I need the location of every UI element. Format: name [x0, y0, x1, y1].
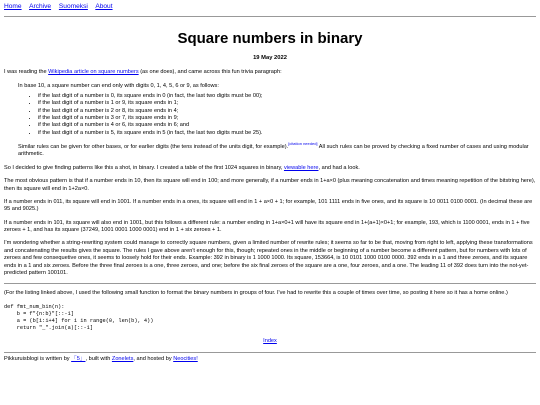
footer-text-3: , and hosted by — [133, 355, 174, 362]
quote-list-item: • if the last digit of a number is 2 or 8, its square ends in 4; — [38, 108, 536, 115]
footer-text — [4, 356, 536, 363]
table-text-after: , and had a look. — [318, 164, 360, 171]
pattern-011-paragraph: If a number ends in 011, its square will end in 1001. If a number ends in a ones, its square will end in 1 + a×0 + 1; for example, 101 1111 ends in five ones, and its square is 10 0011 0100 0001. (In decimal these are 95 and 9025.) — [4, 198, 533, 213]
string-rewriting-paragraph: I'm wondering whether a string-rewriting system could manage to correctly square numbers, given a limited number of rewrite rules; it seems so far to be that, moving from right to left, applying these transformations and concatenating the results gives the square. The rules I gave above aren't enough for this, though; repeated ones in the middle or beginning of a number become a different pattern, but for numbers with lots of zeroes and few consequetive ones, it seems to loosely hold for their ends. Example: 392 in binary is 1 1000 1000. Its square, 153664, is 10 0101 1000 0100 0000. 392 ends in a 1 and three zeroes, and its square ends in a 1 and six zeroes. Before the three final zeroes is a one, three zeroes, and one; before the six final zeroes of the square are a one, four zeroes, and a one. The leading 11 of 392 does turn into the not-yet-predicted pattern 100101. — [4, 240, 533, 276]
obvious-pattern-paragraph: The most obvious pattern is that if a number ends in 10, then its square will end in 100; and more generally, if a number ends in 1+a×0 (plus meaning concatenation and times meaning repetition of the bitstring here), then its square will end in 1+2a×0. — [4, 178, 536, 192]
footer-text-1: Pikkuruisblogi is written by — [4, 355, 72, 362]
quote-tail-after: All such rules can be proved by checking a fixed number of cases and using modular arithmetic. — [18, 144, 529, 158]
footer-text-2: , built with — [85, 355, 112, 362]
quote-list-item: • if the last digit of a number is 0, its square ends in 0 (in fact, the last two digits must be 00); — [38, 93, 536, 100]
table-text-before: So I decided to give finding patterns like this a shot, in binary. I created a table of the first 1024 squares in binary, — [4, 164, 284, 171]
nav-home-link[interactable]: Home — [4, 3, 22, 10]
author-link[interactable]: 「5」 — [71, 355, 86, 362]
code-block: def fmt_num_bin(n): b = f"{n:b}"[::-1] a = (b[i:i+4] for i in range(0, len(b), 4)) return "_".join(a)[::-1] — [4, 303, 154, 332]
nav-archive-link[interactable]: Archive — [29, 3, 52, 10]
quote-list-item: • if the last digit of a number is 3 or 7, its square ends in 9; — [38, 115, 536, 122]
footer — [4, 356, 536, 363]
wikipedia-link[interactable]: Wikipedia article on square numbers — [48, 69, 139, 76]
pattern-101-paragraph: If a number ends in 101, its square will also end in 1001, but this follows a different rule: a number ending in 1+a×0+1 will have its square end in 1+(a+1)×0+1; for example, 193, which is 1100 0001, ends in 1 + five zeroes + 1, and has its square (37249, 1001 0001 1000 0001) end in 1 + six zeroes + 1. — [4, 219, 530, 233]
citation-needed-link[interactable]: [citation needed] — [288, 141, 318, 147]
listing-paragraph: (For the listing linked above, I used the following small function to format the binary numbers in groups of four. I've had to rewrite this a couple of times over time, so posting it here so it has a home online.) — [4, 290, 508, 297]
quote-list-item: • if the last digit of a number is 1 or 9, its square ends in 1; — [38, 100, 536, 107]
quote-lead: In base 10, a square number can end only with digits 0, 1, 4, 5, 6 or 9, as follows: — [18, 82, 219, 89]
zonelets-link[interactable]: Zonelets — [111, 355, 134, 362]
intro-text-after: (as one does), and came across this fun trivia paragraph: — [138, 69, 282, 76]
footer-divider — [4, 352, 536, 353]
quote-list-item: • if the last digit of a number is 4 or 6, its square ends in 6; and — [38, 122, 536, 129]
viewable-here-link[interactable]: viewable here — [283, 164, 319, 171]
nav-suomeksi-link[interactable]: Suomeksi — [58, 3, 88, 10]
index-link[interactable]: Index — [263, 338, 277, 345]
quote-list — [18, 93, 536, 137]
page-title: Square numbers in binary — [177, 29, 363, 47]
section-divider — [4, 283, 536, 284]
header-divider — [4, 16, 536, 17]
quote-tail — [18, 141, 536, 159]
index-nav — [4, 338, 536, 345]
post-date: 19 May 2022 — [253, 54, 287, 61]
quote-list-item: • if the last digit of a number is 5, its square ends in 5 (in fact, the last two digits must be 25). — [38, 130, 536, 137]
nav-about-link[interactable]: About — [95, 3, 113, 10]
quote-tail-before: Similar rules can be given for other bases, or for earlier digits (the tens instead of the units digit, for example). — [18, 144, 289, 150]
table-paragraph — [4, 165, 536, 172]
intro-paragraph — [4, 69, 536, 76]
top-nav — [4, 3, 536, 12]
quote-block — [18, 83, 536, 159]
intro-text-before: I was reading the — [4, 69, 49, 76]
neocities-link[interactable]: Neocities! — [173, 355, 198, 362]
